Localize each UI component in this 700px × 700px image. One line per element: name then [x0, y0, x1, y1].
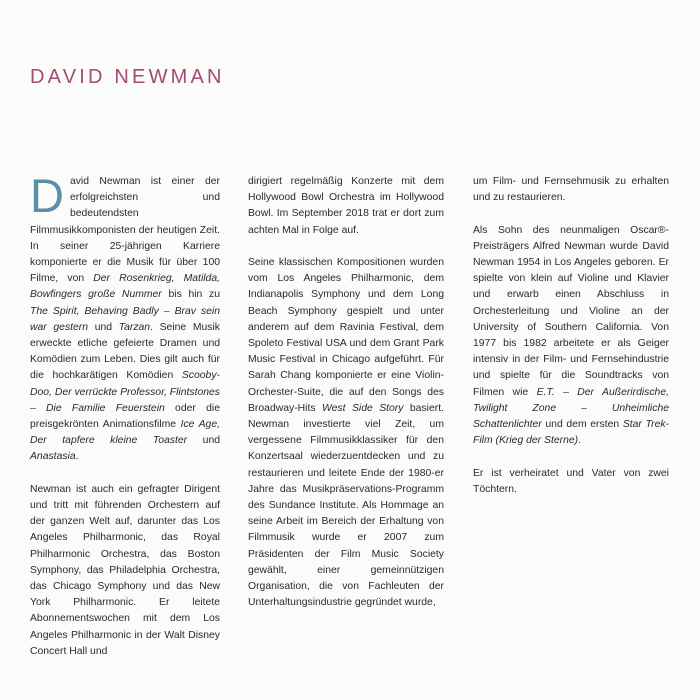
- italic-text-run: Ice Age, Der tapfere kleine Toaster: [30, 419, 220, 447]
- italic-text-run: The Spirit, Behaving Badly – Brav sein war gestern: [30, 305, 220, 333]
- text-column-1: [30, 169, 220, 676]
- italic-text-run: Der Rosenkrieg, Matilda, Bowfingers große Nummer: [30, 273, 220, 301]
- text-run: avid Newman ist einer der erfolgreichsten und bedeutendsten Filmmusikkomponisten der heutigen Zeit. In seiner 25-jährigen Karriere komponierte er die Musik für über 100 Filme, von: [30, 176, 220, 285]
- text-run: und: [187, 435, 220, 447]
- text-run: .: [75, 451, 79, 463]
- text-run: und dem ersten: [541, 419, 623, 431]
- text-run: Er ist verheiratet und Vater von zwei Töchtern.: [473, 467, 669, 495]
- italic-text-run: West Side Story: [322, 402, 404, 414]
- italic-text-run: Tarzan: [118, 321, 151, 333]
- paragraph: [473, 466, 669, 498]
- italic-text-run: E.T. – Der Außerirdische, Twilight Zone – Unheimliche Schattenlichter: [473, 386, 669, 431]
- text-run: und: [88, 321, 119, 333]
- paragraph: [30, 169, 220, 466]
- text-run: . Seine Musik erweckte etliche gefeierte Dramen und Komödien zum Leben. Dies gilt auch für die hochkarätigen Komödien: [30, 321, 220, 382]
- paragraph: [248, 255, 444, 611]
- text-run: Newman ist auch ein gefragter Dirigent und tritt mit führenden Orchestern auf der ganzen Welt auf, darunter das Los Angeles Philharmonic, das Royal Philharmonic Orchestra, das Boston Symphony, das Philadelphia Orchestra, das Chicago Symphony und das New York Philharmonic. Er leitete Abonnementswochen mit dem Los Angeles Philharmonic in der Walt Disney Concert Hall und: [30, 483, 220, 657]
- text-run: basiert. Newman investierte viel Zeit, um vergessene Filmmusikklassiker für den Konzertsaal wiederzuentdecken und zu restaurieren und leitete Ende der 1980-er Jahre das Musikpräservations-Programm des Sundance Institute. Als Hommage an seine Arbeit im Bereich der Erhaltung von Filmmusik wurde er 2007 zum Präsidenten der Film Music Society gewählt, einer gemeinnützigen Organisation, die von Fachleuten der Unterhaltungsindustrie gegründet wurde,: [248, 402, 444, 609]
- italic-text-run: Anastasia: [30, 451, 76, 463]
- text-run: oder die preisgekrönten Animationsfilme: [30, 402, 220, 431]
- text-run: um Film- und Fernsehmusik zu erhalten und zu restaurieren.: [473, 176, 669, 204]
- text-run: bis hin zu: [161, 289, 220, 301]
- drop-cap: D: [30, 169, 64, 222]
- italic-text-run: Star Trek-Film (Krieg der Sterne): [473, 419, 669, 447]
- text-run: .: [578, 435, 581, 447]
- italic-text-run: Scooby-Doo, Der verrückte Professor, Flintstones – Die Familie Feuerstein: [30, 370, 220, 414]
- text-run: Seine klassischen Kompositionen wurden vom Los Angeles Philharmonic, dem Indianapolis Symphony und dem Long Beach Symphony gespielt und unter anderem auf dem Ravinia Festival, dem Spoleto Festival USA und dem Grant Park Music Festival in Chicago aufgeführt. Für Sarah Chang komponierte er eine Violin-Orchester-Suite, die auf den Songs des Broadway-Hits: [248, 257, 444, 414]
- text-run: Als Sohn des neunmaligen Oscar®-Preisträgers Alfred Newman wurde David Newman 1954 in Los Angeles geboren. Er spielte von klein auf Violine und Klavier und erwarb einen Abschluss in Orchesterleitung und Violine an der University of Southern California. Von 1977 bis 1982 arbeitete er als Geiger intensiv in der Film- und Fernsehindustrie und spielte für die Soundtracks von Filmen wie: [473, 224, 669, 398]
- paragraph: [473, 223, 669, 450]
- paragraph: [473, 174, 669, 206]
- page-title: DAVID NEWMAN: [30, 66, 225, 88]
- paragraph: [248, 174, 444, 239]
- paragraph: [30, 482, 220, 660]
- text-column-2: [248, 174, 444, 628]
- text-column-3: [473, 174, 669, 514]
- text-run: dirigiert regelmäßig Konzerte mit dem Hollywood Bowl Orchestra im Hollywood Bowl. Im September 2018 trat er dort zum achten Mal in Folge auf.: [248, 176, 444, 236]
